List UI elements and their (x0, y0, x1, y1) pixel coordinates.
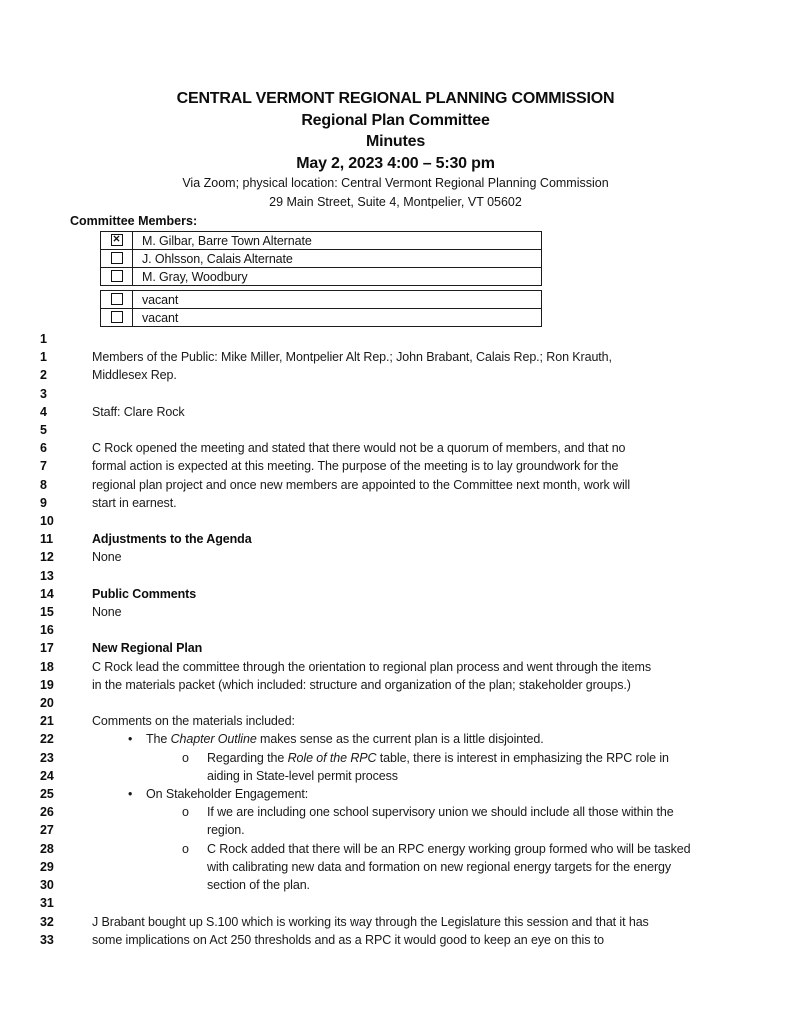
line-text (92, 403, 791, 421)
minutes-line (0, 894, 791, 912)
minutes-line (0, 530, 791, 548)
minutes-line (0, 403, 791, 421)
line-text (92, 421, 791, 439)
line-text (92, 476, 791, 494)
line-text (92, 567, 791, 585)
member-name: J. Ohlsson, Calais Alternate (133, 250, 542, 268)
text-segment: table, there is interest in emphasizing the RPC role in (376, 750, 669, 765)
committee-table-primary (100, 231, 542, 286)
minutes-line (0, 421, 791, 439)
line-number: 10 (40, 514, 54, 529)
text-segment: J Brabant bought up S.100 which is working its way through the Legislature this session and that it has (92, 914, 649, 929)
line-text (92, 439, 791, 457)
line-text (92, 512, 791, 530)
line-number: 5 (40, 423, 47, 438)
minutes-line (0, 548, 791, 566)
line-number: 20 (40, 696, 54, 711)
text-segment: Adjustments to the Agenda (92, 532, 252, 547)
text-segment: C Rock added that there will be an RPC energy working group formed who will be tasked (207, 841, 691, 856)
line-text (92, 858, 791, 876)
minutes-line (0, 603, 791, 621)
line-text (92, 767, 791, 785)
text-segment: Middlesex Rep. (92, 368, 177, 383)
checkbox-empty-icon (111, 252, 123, 264)
text-segment: in the materials packet (which included: structure and organization of the plan; stakeholder groups.) (92, 677, 631, 692)
line-number: 31 (40, 896, 54, 911)
line-number: 15 (40, 605, 54, 620)
text-segment: Staff: Clare Rock (92, 404, 185, 419)
line-text (92, 348, 791, 366)
line-number: 16 (40, 623, 54, 638)
text-segment: None (92, 550, 122, 565)
line-text (92, 676, 791, 694)
meeting-datetime: May 2, 2023 4:00 – 5:30 pm (296, 154, 495, 172)
line-text (92, 894, 791, 912)
member-row (101, 250, 542, 268)
line-text (92, 530, 791, 548)
line-number: 25 (40, 787, 54, 802)
line-text (92, 913, 791, 931)
committee-members-table (100, 231, 542, 327)
checkbox-checked-icon (111, 234, 123, 246)
minutes-line (0, 749, 791, 767)
line-number: 33 (40, 932, 54, 947)
minutes-line (0, 621, 791, 639)
bullet-icon: • (128, 787, 133, 802)
line-number: 14 (40, 586, 54, 601)
minutes-line (0, 366, 791, 384)
line-number: 1 (40, 350, 47, 365)
line-text (92, 457, 791, 475)
text-segment: Regarding the (207, 750, 288, 765)
meeting-location-line1: Via Zoom; physical location: Central Vermont Regional Planning Commission (182, 176, 609, 190)
minutes-line (0, 730, 791, 748)
line-number: 13 (40, 568, 54, 583)
document-header (0, 0, 791, 212)
minutes-body (0, 330, 791, 949)
bullet-icon: • (128, 732, 133, 747)
line-text (92, 712, 791, 730)
line-text (92, 585, 791, 603)
text-segment: None (92, 605, 122, 620)
line-number: 24 (40, 768, 54, 783)
minutes-line (0, 639, 791, 657)
member-row (101, 309, 542, 327)
minutes-line (0, 876, 791, 894)
line-text (92, 803, 791, 821)
meeting-location-line2: 29 Main Street, Suite 4, Montpelier, VT 05602 (269, 195, 522, 209)
line-number: 26 (40, 805, 54, 820)
member-name: M. Gilbar, Barre Town Alternate (133, 232, 542, 250)
text-segment: On Stakeholder Engagement: (146, 787, 309, 802)
line-number: 9 (40, 495, 47, 510)
minutes-line (0, 913, 791, 931)
line-number: 6 (40, 441, 47, 456)
text-segment: C Rock lead the committee through the orientation to regional plan process and went through the items (92, 659, 651, 674)
line-number: 21 (40, 714, 54, 729)
line-number: 8 (40, 477, 47, 492)
line-text (92, 658, 791, 676)
minutes-line (0, 457, 791, 475)
member-row (101, 268, 542, 286)
line-number: 30 (40, 878, 54, 893)
member-row (101, 232, 542, 250)
line-text (92, 385, 791, 403)
text-segment: New Regional Plan (92, 641, 203, 656)
line-number: 7 (40, 459, 47, 474)
member-checkbox-cell (101, 309, 133, 327)
minutes-line (0, 585, 791, 603)
checkbox-empty-icon (111, 311, 123, 323)
line-number: 23 (40, 750, 54, 765)
text-segment: start in earnest. (92, 495, 177, 510)
line-text (92, 639, 791, 657)
text-segment: Public Comments (92, 586, 197, 601)
member-checkbox-cell (101, 250, 133, 268)
member-name: vacant (133, 291, 542, 309)
line-text (92, 494, 791, 512)
line-number: 12 (40, 550, 54, 565)
document-title: CENTRAL VERMONT REGIONAL PLANNING COMMISSION (176, 90, 615, 107)
member-checkbox-cell (101, 291, 133, 309)
line-text (92, 785, 791, 803)
text-segment: Role of the RPC (287, 750, 377, 765)
minutes-line (0, 785, 791, 803)
minutes-line (0, 767, 791, 785)
line-text (92, 821, 791, 839)
committee-members-label: Committee Members: (70, 214, 198, 228)
minutes-line (0, 858, 791, 876)
committee-table-vacant (100, 290, 542, 327)
line-number: 4 (40, 404, 47, 419)
minutes-line (0, 840, 791, 858)
text-segment: Members of the Public: Mike Miller, Montpelier Alt Rep.; John Brabant, Calais Rep.; Ron Krauth, (92, 350, 612, 365)
line-number: 32 (40, 914, 54, 929)
line-text (92, 330, 791, 348)
line-text (92, 840, 791, 858)
circle-bullet-icon: o (182, 841, 189, 856)
committee-name-heading: Regional Plan Committee (301, 111, 490, 129)
line-number: 18 (40, 659, 54, 674)
circle-bullet-icon: o (182, 805, 189, 820)
line-number: 27 (40, 823, 54, 838)
line-text (92, 621, 791, 639)
checkbox-x-mark: ✕ (112, 234, 121, 246)
minutes-line (0, 439, 791, 457)
line-text (92, 603, 791, 621)
minutes-line (0, 676, 791, 694)
minutes-line (0, 512, 791, 530)
text-segment: Comments on the materials included: (92, 714, 295, 729)
line-number: 3 (40, 386, 47, 401)
text-segment: regional plan project and once new members are appointed to the Committee next month, work will (92, 477, 631, 492)
circle-bullet-icon: o (182, 750, 189, 765)
line-text (92, 931, 791, 949)
member-checkbox-cell (101, 232, 133, 250)
line-text (92, 548, 791, 566)
text-segment: region. (207, 823, 245, 838)
minutes-line (0, 821, 791, 839)
member-checkbox-cell (101, 268, 133, 286)
line-text (92, 694, 791, 712)
checkbox-empty-icon (111, 293, 123, 305)
text-segment: some implications on Act 250 thresholds and as a RPC it would good to keep an eye on this to (92, 932, 604, 947)
minutes-line (0, 567, 791, 585)
member-name: M. Gray, Woodbury (133, 268, 542, 286)
text-segment: formal action is expected at this meeting. The purpose of the meeting is to lay groundwork for the (92, 459, 619, 474)
member-row (101, 291, 542, 309)
text-segment: with calibrating new data and formation on new regional energy targets for the energy (207, 859, 672, 874)
minutes-line (0, 385, 791, 403)
member-name: vacant (133, 309, 542, 327)
text-segment: C Rock opened the meeting and stated that there would not be a quorum of members, and that no (92, 441, 626, 456)
line-number: 17 (40, 641, 54, 656)
text-segment: section of the plan. (207, 878, 310, 893)
minutes-line (0, 330, 791, 348)
minutes-line (0, 803, 791, 821)
line-number: 29 (40, 859, 54, 874)
text-segment: The (146, 732, 171, 747)
line-text (92, 749, 791, 767)
line-number: 19 (40, 677, 54, 692)
line-number: 22 (40, 732, 54, 747)
minutes-line (0, 476, 791, 494)
line-text (92, 366, 791, 384)
text-segment: Chapter Outline (170, 732, 257, 747)
text-segment: makes sense as the current plan is a little disjointed. (256, 732, 544, 747)
checkbox-empty-icon (111, 270, 123, 282)
minutes-line (0, 712, 791, 730)
line-number: 11 (40, 532, 54, 547)
document-type-heading: Minutes (365, 133, 426, 150)
line-number: 1 (40, 332, 47, 346)
line-text (92, 876, 791, 894)
minutes-line (0, 931, 791, 949)
minutes-line (0, 494, 791, 512)
minutes-line (0, 348, 791, 366)
line-number: 28 (40, 841, 54, 856)
line-text (92, 730, 791, 748)
minutes-line (0, 694, 791, 712)
text-segment: If we are including one school supervisory union we should include all those within the (207, 805, 674, 820)
line-number: 2 (40, 368, 47, 383)
text-segment: aiding in State-level permit process (207, 768, 398, 783)
minutes-line (0, 658, 791, 676)
